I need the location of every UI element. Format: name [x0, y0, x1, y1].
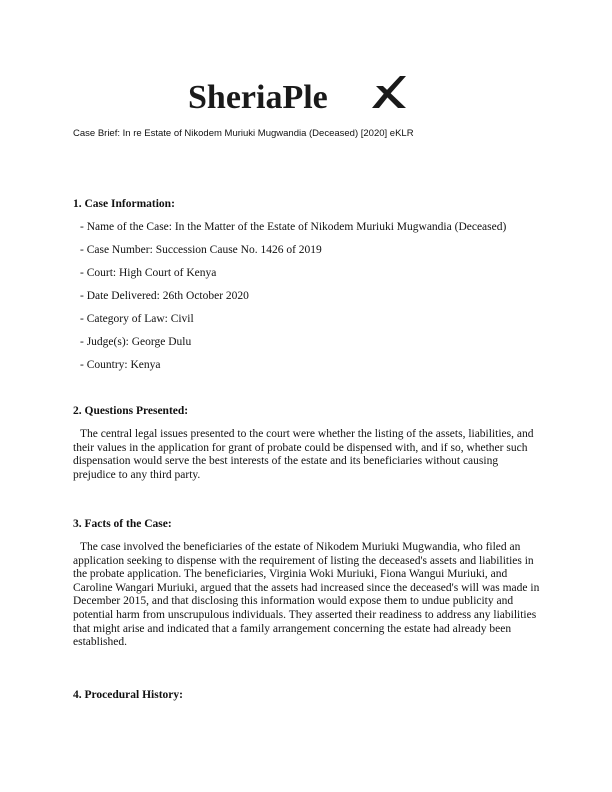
info-item-case-number: - Case Number: Succession Cause No. 1426 of 2019 [80, 244, 322, 256]
logo-wordmark: SheriaPle [188, 79, 328, 116]
info-item-case-name: - Name of the Case: In the Matter of the Estate of Nikodem Muriuki Mugwandia (Deceased) [80, 221, 507, 233]
facts-body: The case involved the beneficiaries of the estate of Nikodem Muriuki Mugwandia, who filed an application seeking to dispense with the requirement of listing the deceased's assets and liabilities in the probate application. The beneficiaries, Virginia Woki Muriuki, Fiona Wangui Muriuki, and Caroline Wangari Muriuki, argued that the assets had increased since the deceased's will was made in December 2015, and that disclosing this information would expose them to undue publicity and potential harm from unscrupulous individuals. They asserted their readiness to address any liabilities that might arise and indicated that a family arrangement concerning the estate had already been established. [73, 541, 540, 649]
sheriaplex-logo [0, 74, 612, 118]
section-heading-case-information: 1. Case Information: [73, 198, 175, 210]
section-heading-procedural-history: 4. Procedural History: [73, 689, 183, 701]
info-item-date-delivered: - Date Delivered: 26th October 2020 [80, 290, 249, 302]
info-item-judges: - Judge(s): George Dulu [80, 336, 192, 348]
logo-graphic [186, 74, 426, 118]
info-item-country: - Country: Kenya [80, 359, 161, 371]
questions-presented-body: The central legal issues presented to the court were whether the listing of the assets, liabilities, and their values in the application for grant of probate could be dispensed with, and if so, whether such dispensation would serve the best interests of the estate and its beneficiaries without causing prejudice to any third party. [73, 428, 534, 481]
logo-x-mark [372, 76, 406, 108]
case-brief-title: Case Brief: In re Estate of Nikodem Muriuki Mugwandia (Deceased) [2020] eKLR [73, 128, 414, 139]
info-item-category: - Category of Law: Civil [80, 313, 194, 325]
section-heading-facts: 3. Facts of the Case: [73, 518, 172, 530]
section-heading-questions-presented: 2. Questions Presented: [73, 405, 189, 417]
info-item-court: - Court: High Court of Kenya [80, 267, 217, 279]
